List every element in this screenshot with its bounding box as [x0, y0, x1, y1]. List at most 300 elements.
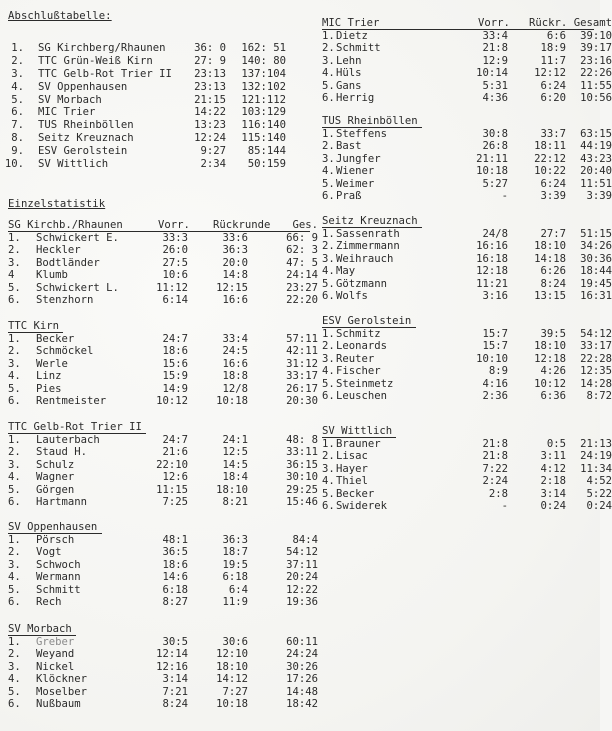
- second-round: 27:7: [540, 228, 566, 240]
- rank: 3.: [11, 67, 24, 80]
- first-round: 22:10: [156, 458, 188, 471]
- player-rank: 2.: [8, 546, 21, 559]
- total: 33:17: [580, 340, 612, 353]
- team-name: MIC Trier: [322, 17, 380, 29]
- player-name: Weimer: [336, 177, 375, 190]
- first-round: 2:8: [488, 487, 508, 500]
- player-name: Linz: [36, 370, 62, 383]
- games: 50:159: [247, 158, 286, 171]
- total: 66: 9: [286, 232, 318, 244]
- second-round: 24:5: [222, 345, 248, 358]
- player-name: Becker: [36, 333, 75, 345]
- total: 12:35: [580, 365, 612, 378]
- second-round: 0:24: [540, 499, 566, 512]
- first-round: 21:8: [482, 438, 508, 450]
- player-row: [322, 365, 612, 378]
- player-name: Pörsch: [36, 534, 75, 546]
- player-row: [8, 471, 318, 484]
- first-round: 21:8: [482, 450, 508, 463]
- total: 24:14: [286, 269, 318, 282]
- player-row: [322, 91, 612, 104]
- first-round: 21:6: [162, 446, 188, 459]
- first-round: 24:7: [162, 434, 188, 446]
- final-table-row: [4, 68, 304, 81]
- player-row: [8, 546, 318, 559]
- player-name: Klöckner: [36, 673, 88, 686]
- first-round: 21:11: [476, 152, 508, 165]
- total: 4:52: [586, 475, 612, 488]
- team-name: Seitz Kreuznach: [38, 132, 134, 145]
- total: 57:11: [286, 333, 318, 345]
- second-round: 24:1: [222, 434, 248, 446]
- player-name: Wagner: [36, 471, 75, 484]
- team-name: SV Morbach: [8, 623, 72, 635]
- second-round: 36:3: [222, 244, 248, 257]
- player-rank: 4.: [322, 475, 335, 488]
- team-block: [322, 315, 612, 402]
- team-block: [322, 17, 612, 104]
- team-name: ESV Gerolstein: [38, 145, 128, 158]
- player-name: Leonards: [336, 340, 388, 353]
- player-rank: 1.: [8, 434, 21, 446]
- player-row: [8, 434, 318, 446]
- rank: 7.: [11, 119, 24, 132]
- player-name: Werle: [36, 357, 68, 370]
- second-round: 12:5: [222, 446, 248, 459]
- player-row: [8, 595, 318, 608]
- player-name: Stenzhorn: [36, 293, 94, 306]
- games: 85:144: [247, 145, 286, 158]
- player-rank: 6.: [8, 394, 21, 407]
- player-row: [8, 697, 318, 710]
- player-name: Lehn: [336, 54, 362, 67]
- player-rank: 1.: [322, 228, 335, 240]
- player-row: [322, 252, 612, 265]
- player-name: Hartmann: [36, 495, 88, 508]
- team-name: TTC Kirn: [8, 320, 60, 332]
- player-rank: 5.: [8, 483, 21, 496]
- total: 54:12: [580, 328, 612, 340]
- team-name: TTC Gelb-Rot Trier II: [38, 67, 172, 80]
- final-table-row: [4, 132, 304, 145]
- second-round: 22:12: [534, 152, 566, 165]
- points: 36: 0: [194, 42, 226, 54]
- second-round: 8:24: [540, 277, 566, 290]
- player-name: Klumb: [36, 269, 68, 282]
- second-round: 18:10: [216, 660, 248, 673]
- total: 22:26: [580, 67, 612, 80]
- team-block: [8, 521, 318, 608]
- first-round: 8:27: [162, 595, 188, 608]
- second-round: 18:9: [540, 42, 566, 55]
- second-round: 18:7: [222, 546, 248, 559]
- first-round: 12:6: [162, 471, 188, 484]
- final-table-row: [4, 55, 304, 68]
- player-rank: 4.: [322, 67, 335, 80]
- player-row: [8, 636, 318, 648]
- total: 10:56: [580, 91, 612, 104]
- player-rank: 5.: [322, 377, 335, 390]
- player-rank: 6.: [8, 293, 21, 306]
- player-row: [322, 289, 612, 302]
- team-block: [8, 421, 318, 508]
- player-row: [322, 450, 612, 463]
- games: 116:140: [241, 119, 286, 132]
- first-round: 27:5: [162, 256, 188, 269]
- player-rank: 4.: [322, 365, 335, 378]
- second-round: 7:27: [222, 685, 248, 698]
- first-round: 30:5: [162, 636, 188, 648]
- player-row: [322, 277, 612, 290]
- first-round: 18:6: [162, 345, 188, 358]
- player-row: [322, 389, 612, 402]
- player-row: [8, 394, 318, 407]
- team-name: SV Oppenhausen: [38, 80, 128, 93]
- player-name: Staud H.: [36, 446, 88, 459]
- player-name: Hayer: [336, 462, 368, 475]
- player-rank: 4.: [8, 673, 21, 686]
- first-round: 12:14: [156, 648, 188, 661]
- player-name: Steinmetz: [336, 377, 394, 390]
- first-round: 12:9: [482, 54, 508, 67]
- total: 15:46: [286, 495, 318, 508]
- player-rank: 5.: [8, 281, 21, 294]
- points: 9:27: [200, 145, 226, 158]
- second-round: 14:18: [534, 252, 566, 265]
- player-rank: 3.: [322, 152, 335, 165]
- player-rank: 5.: [8, 685, 21, 698]
- player-name: Lisac: [336, 450, 368, 463]
- second-round: 12:18: [534, 352, 566, 365]
- second-round: 18:10: [534, 340, 566, 353]
- player-rank: 4.: [8, 571, 21, 584]
- player-row: [8, 534, 318, 546]
- player-rank: 1.: [8, 636, 21, 648]
- final-table-title: Abschlußtabelle:: [8, 10, 112, 22]
- second-round: 39:5: [540, 328, 566, 340]
- total: 33:11: [286, 446, 318, 459]
- player-row: [8, 345, 318, 358]
- rank: 4.: [11, 80, 24, 93]
- points: 13:23: [194, 119, 226, 132]
- player-row: [8, 232, 318, 244]
- total: 26:17: [286, 382, 318, 395]
- player-name: Fischer: [336, 365, 381, 378]
- player-row: [8, 370, 318, 383]
- player-row: [322, 30, 612, 42]
- player-row: [322, 54, 612, 67]
- header-total: Ges.: [292, 219, 318, 231]
- player-rank: 2.: [322, 450, 335, 463]
- final-table-row: [4, 119, 304, 132]
- player-name: Dietz: [336, 30, 368, 42]
- player-row: [8, 269, 318, 282]
- second-round: 36:3: [222, 534, 248, 546]
- total: 36:15: [286, 458, 318, 471]
- final-table-row: [4, 106, 304, 119]
- total: 24:24: [286, 648, 318, 661]
- player-row: [8, 660, 318, 673]
- points: 2:34: [200, 158, 226, 171]
- second-round: 12:12: [534, 67, 566, 80]
- second-round: 16:6: [222, 357, 248, 370]
- player-rank: 1.: [8, 232, 21, 244]
- player-row: [322, 42, 612, 55]
- first-round: 3:16: [482, 289, 508, 302]
- player-rank: 1.: [322, 328, 335, 340]
- total: 37:11: [286, 558, 318, 571]
- total: 84:4: [292, 534, 318, 546]
- second-round: 14:12: [216, 673, 248, 686]
- total: 11:34: [580, 462, 612, 475]
- player-name: Bodtländer: [36, 256, 100, 269]
- second-round: 2:18: [540, 475, 566, 488]
- games: 115:140: [241, 132, 286, 145]
- total: 20:24: [286, 571, 318, 584]
- second-round: 6:6: [546, 30, 566, 42]
- header-first: Vorr.: [478, 17, 510, 29]
- first-round: 26:0: [162, 244, 188, 257]
- player-name: Praß: [336, 189, 362, 202]
- rank: 5.: [11, 93, 24, 106]
- first-round: 21:8: [482, 42, 508, 55]
- player-rank: 1.: [322, 30, 335, 42]
- total: 8:72: [586, 389, 612, 402]
- total: 30:10: [286, 471, 318, 484]
- second-round: 6:24: [540, 79, 566, 92]
- player-name: Wermann: [36, 571, 81, 584]
- team-name: ESV Gerolstein: [322, 315, 412, 327]
- player-row: [322, 128, 612, 140]
- second-round: 18:10: [534, 240, 566, 253]
- second-round: 18:8: [222, 370, 248, 383]
- second-round: 6:4: [228, 583, 248, 596]
- second-round: 0:5: [546, 438, 566, 450]
- games: 140: 80: [241, 54, 286, 67]
- player-name: Schmöckel: [36, 345, 94, 358]
- second-round: 3:11: [540, 450, 566, 463]
- total: 20:30: [286, 394, 318, 407]
- team-name: TUS Rheinböllen: [322, 115, 418, 127]
- first-round: 6:18: [162, 583, 188, 596]
- player-name: Swiderek: [336, 499, 388, 512]
- total: 60:11: [286, 636, 318, 648]
- player-rank: 3.: [322, 54, 335, 67]
- total: 47: 5: [286, 256, 318, 269]
- final-table-row: [4, 42, 304, 55]
- player-rank: 5.: [322, 277, 335, 290]
- team-name: Seitz Kreuznach: [322, 215, 418, 227]
- total: 3:39: [586, 189, 612, 202]
- player-name: Schmitt: [336, 42, 381, 55]
- second-round: 14:5: [222, 458, 248, 471]
- second-round: 33:6: [222, 232, 248, 244]
- team-name: SV Oppenhausen: [8, 521, 98, 533]
- header-total: Gesamt: [573, 17, 612, 29]
- total: 19:36: [286, 595, 318, 608]
- second-round: 16:6: [222, 293, 248, 306]
- team-name: SV Wittlich: [322, 425, 393, 437]
- team-name: TUS Rheinböllen: [38, 119, 134, 132]
- player-row: [8, 583, 318, 596]
- second-round: 12:10: [216, 648, 248, 661]
- rank: 2.: [11, 54, 24, 67]
- total: 23:27: [286, 281, 318, 294]
- total: 42:11: [286, 345, 318, 358]
- player-name: Nickel: [36, 660, 75, 673]
- player-name: Schulz: [36, 458, 75, 471]
- rank: 8.: [11, 132, 24, 145]
- second-round: 18:10: [216, 483, 248, 496]
- player-name: Schwickert E.: [36, 232, 119, 244]
- player-name: Schwoch: [36, 558, 81, 571]
- total: 19:45: [580, 277, 612, 290]
- player-name: Moselber: [36, 685, 88, 698]
- player-row: [8, 685, 318, 698]
- final-table-row: [4, 81, 304, 94]
- player-name: Herrig: [336, 91, 375, 104]
- player-row: [322, 377, 612, 390]
- games: 137:104: [241, 67, 286, 80]
- player-row: [322, 67, 612, 80]
- player-row: [322, 487, 612, 500]
- player-row: [322, 475, 612, 488]
- player-name: Lauterbach: [36, 434, 100, 446]
- total: 11:51: [580, 177, 612, 190]
- player-rank: 6.: [322, 499, 335, 512]
- team-block: [322, 115, 612, 202]
- player-name: Jungfer: [336, 152, 381, 165]
- first-round: 30:8: [482, 128, 508, 140]
- player-rank: 4.: [322, 165, 335, 178]
- player-name: Nußbaum: [36, 697, 81, 710]
- total: 16:31: [580, 289, 612, 302]
- total: 14:28: [580, 377, 612, 390]
- total: 18:44: [580, 265, 612, 278]
- points: 23:13: [194, 67, 226, 80]
- player-name: Rech: [36, 595, 62, 608]
- first-round: 15:6: [162, 357, 188, 370]
- player-name: Gans: [336, 79, 362, 92]
- second-round: 11:9: [222, 595, 248, 608]
- first-round: 33:4: [482, 30, 508, 42]
- total: 24:19: [580, 450, 612, 463]
- player-row: [322, 352, 612, 365]
- player-name: Weihrauch: [336, 252, 394, 265]
- total: 30:36: [580, 252, 612, 265]
- first-round: 48:1: [162, 534, 188, 546]
- player-row: [322, 499, 612, 512]
- player-rank: 5.: [8, 382, 21, 395]
- player-row: [8, 571, 318, 584]
- first-round: 10:12: [156, 394, 188, 407]
- player-name: Greber: [36, 636, 75, 648]
- total: 14:48: [286, 685, 318, 698]
- first-round: 5:27: [482, 177, 508, 190]
- player-name: Schmitz: [336, 328, 381, 340]
- player-rank: 2.: [8, 345, 21, 358]
- player-name: Bast: [336, 140, 362, 153]
- player-row: [322, 79, 612, 92]
- player-name: Wolfs: [336, 289, 368, 302]
- first-round: 11:15: [156, 483, 188, 496]
- points: 27: 9: [194, 54, 226, 67]
- player-row: [8, 495, 318, 508]
- rank: 9.: [11, 145, 24, 158]
- points: 14:22: [194, 106, 226, 119]
- second-round: 20:0: [222, 256, 248, 269]
- player-rank: 1.: [8, 534, 21, 546]
- player-name: Hüls: [336, 67, 362, 80]
- first-round: 2:24: [482, 475, 508, 488]
- player-rank: 5.: [322, 177, 335, 190]
- first-round: 24:7: [162, 333, 188, 345]
- player-row: [322, 152, 612, 165]
- player-name: May: [336, 265, 356, 278]
- games: 121:112: [241, 93, 286, 106]
- player-rank: 3.: [8, 660, 21, 673]
- player-name: Reuter: [336, 352, 375, 365]
- second-round: 4:12: [540, 462, 566, 475]
- first-round: 11:21: [476, 277, 508, 290]
- total: 11:55: [580, 79, 612, 92]
- player-rank: 4.: [8, 370, 21, 383]
- player-row: [322, 228, 612, 240]
- player-name: Zimmermann: [336, 240, 400, 253]
- team-name: TTC Gelb-Rot Trier II: [8, 421, 142, 433]
- second-round: 30:6: [222, 636, 248, 648]
- player-rank: 4.: [8, 471, 21, 484]
- second-round: 11:7: [540, 54, 566, 67]
- first-round: 7:21: [162, 685, 188, 698]
- team-name: SG Kirchb./Rhaunen: [8, 219, 123, 231]
- player-row: [8, 357, 318, 370]
- first-round: 4:36: [482, 91, 508, 104]
- header-second: Rückrunde: [213, 219, 271, 231]
- final-table-row: [4, 145, 304, 158]
- team-name: MIC Trier: [38, 106, 96, 119]
- second-round: 3:39: [540, 189, 566, 202]
- player-row: [8, 293, 318, 306]
- player-rank: 2.: [8, 446, 21, 459]
- first-round: 2:36: [482, 389, 508, 402]
- player-rank: 2.: [322, 340, 335, 353]
- total: 29:25: [286, 483, 318, 496]
- total: 51:15: [580, 228, 612, 240]
- player-row: [322, 340, 612, 353]
- first-round: 16:18: [476, 252, 508, 265]
- player-name: Schmitt: [36, 583, 81, 596]
- player-name: Götzmann: [336, 277, 388, 290]
- first-round: 18:6: [162, 558, 188, 571]
- player-row: [8, 256, 318, 269]
- second-round: 6:18: [222, 571, 248, 584]
- team-block: [8, 623, 318, 710]
- first-round: 8:24: [162, 697, 188, 710]
- games: 103:129: [241, 106, 286, 119]
- second-round: 13:15: [534, 289, 566, 302]
- team-name: SG Kirchberg/Rhaunen: [38, 42, 166, 54]
- player-rank: 6.: [322, 389, 335, 402]
- player-row: [322, 328, 612, 340]
- player-row: [8, 483, 318, 496]
- second-round: 33:7: [540, 128, 566, 140]
- first-round: 36:5: [162, 546, 188, 559]
- first-round: 14:6: [162, 571, 188, 584]
- player-row: [322, 189, 612, 202]
- total: 33:17: [286, 370, 318, 383]
- first-round: 12:16: [156, 660, 188, 673]
